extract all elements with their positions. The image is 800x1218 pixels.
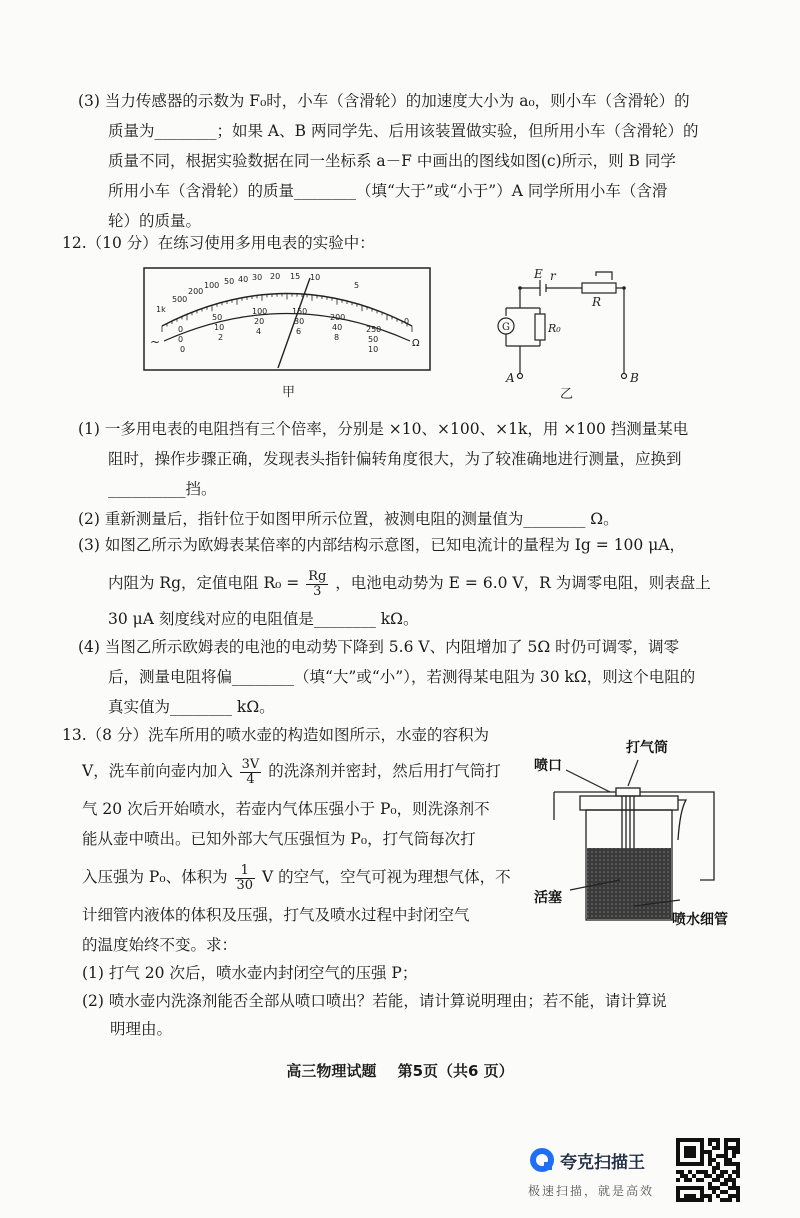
ohmmeter-circuit-figure (496, 266, 646, 406)
q13-line4: 能从壶中喷出。已知外部大气压强恒为 P₀，打气筒每次打 (82, 830, 476, 848)
scale-top-10: 10 (310, 273, 321, 282)
scale-mid2-20: 20 (254, 317, 265, 326)
page-footer (0, 1060, 800, 1081)
label-E: E (534, 267, 543, 281)
ac-tilde-symbol: ~ (150, 335, 161, 349)
q13-line1: 13.（8 分）洗车所用的喷水壶的构造如图所示，水壶的容积为 (62, 726, 489, 744)
scale-top-5: 5 (354, 281, 360, 290)
q12-4-line1: (4) 当图乙所示欧姆表的电池的电动势下降到 5.6 V、内阻增加了 5Ω 时仍可调零，调零 (78, 638, 680, 656)
kettle-svg (530, 730, 770, 930)
scale-top-50: 50 (224, 277, 235, 286)
q11-3-line1: (3) 当力传感器的示数为 F₀时，小车（含滑轮）的加速度大小为 a₀，则小车（含滑轮）的 (78, 92, 690, 110)
q12-3-line2-post: ，电池电动势为 E = 6.0 V，R 为调零电阻，则表盘上 (335, 574, 711, 592)
scale-top-15: 15 (290, 272, 301, 281)
pump-top-cap (616, 788, 640, 796)
q11-3-line3: 质量不同，根据实验数据在同一坐标系 a－F 中画出的图线如图(c)所示，则 B 同学 (108, 152, 676, 170)
scale-top-500: 500 (172, 295, 188, 304)
q13-line5-pre: 入压强为 P₀、体积为 (82, 868, 228, 886)
scale-top-1k: 1k (156, 305, 166, 314)
fraction-3v-over-4 (240, 758, 262, 787)
q12-3-line2-pre: 内阻为 Rg，定值电阻 R₀ = (108, 574, 300, 592)
scale-mid-0: 0 (178, 325, 184, 334)
terminal-B (622, 374, 627, 379)
footer-page-number: 第5页（共6 页） (397, 1062, 514, 1080)
label-r: r (550, 269, 556, 283)
q13-line6: 计细管内液体的体积及压强，打气及喷水过程中封闭空气 (82, 906, 470, 924)
scale-mid2-40: 40 (332, 323, 343, 332)
fraction-numerator: 3V (241, 756, 260, 772)
scale-mid2-0: 0 (178, 335, 184, 344)
scale-mid-100: 100 (252, 307, 268, 316)
q12-4-line3: 真实值为________ kΩ。 (108, 698, 275, 716)
q13-line7: 的温度始终不变。求： (82, 936, 238, 954)
fraction-numerator: Rg (308, 568, 327, 584)
label-R: R (592, 295, 602, 309)
fig-caption-jia: 甲 (282, 385, 296, 400)
q13-sub2-line2: 明理由。 (110, 1020, 173, 1038)
q12-3-line1: (3) 如图乙所示为欧姆表某倍率的内部结构示意图，已知电流计的量程为 Ig = 100 μA， (78, 536, 685, 554)
label-nozzle: 喷口 (534, 758, 562, 774)
scale-top-0: 0 (404, 317, 410, 326)
fraction-denominator: 4 (246, 771, 255, 787)
scale-top-200: 200 (188, 287, 204, 296)
scale-mid-150: 150 (292, 307, 308, 316)
fraction-denominator: 30 (236, 877, 254, 893)
quark-logo-icon (528, 1146, 556, 1174)
scale-mid2-10: 10 (214, 323, 225, 332)
brand-slogan: 极速扫描，就是高效 (528, 1184, 655, 1198)
scale-mid-250: 250 (366, 325, 382, 334)
label-B: B (630, 371, 639, 385)
kettle-lid (580, 796, 678, 810)
terminal-A (518, 374, 523, 379)
q13-line2 (82, 756, 501, 787)
scale-mid2-50: 50 (368, 335, 379, 344)
label-spray-tube: 喷水细管 (672, 912, 728, 928)
q12-1-line3: __________挡。 (108, 480, 217, 498)
scale-low-10: 10 (368, 345, 379, 354)
brand-name: 夸克扫描王 (560, 1153, 645, 1173)
q12-2: (2) 重新测量后，指针位于如图甲所示位置，被测电阻的测量值为________ Ω。 (78, 510, 619, 528)
scale-mid-200: 200 (330, 313, 346, 322)
q12-4-line2: 后，测量电阻将偏________（填“大”或“小”），若测得某电阻为 30 kΩ，则这个电阻的 (108, 668, 696, 686)
ohm-symbol: Ω (412, 338, 420, 349)
label-R0: R₀ (548, 322, 561, 335)
fig-caption-yi: 乙 (560, 387, 574, 402)
scale-top-40: 40 (238, 275, 249, 284)
q13-line2-pre: V，洗车前向壶内加入 (82, 762, 233, 780)
kettle-side-spout (678, 800, 686, 840)
label-pump: 打气筒 (626, 740, 668, 756)
rheostat-R (582, 283, 616, 293)
meter-dial-svg (142, 266, 432, 406)
q12-3-line2 (108, 568, 711, 599)
q12-1-line2: 阻时，操作步骤正确，发现表头指针偏转角度很大，为了较准确地进行测量，应换到 (108, 450, 682, 468)
scale-top-100: 100 (204, 281, 220, 290)
fraction-1-over-30 (235, 864, 256, 893)
scale-low-8: 8 (334, 333, 340, 342)
q12-title: 12.（10 分）在练习使用多用电表的实验中： (62, 234, 375, 252)
scale-top-20: 20 (270, 272, 281, 281)
label-G: G (502, 322, 510, 333)
footer-title: 高三物理试题 (286, 1062, 377, 1080)
fraction-denominator: 3 (313, 583, 322, 599)
fraction-rg-over-3 (306, 570, 328, 599)
q11-3-line5: 轮）的质量。 (108, 212, 202, 230)
scale-top-30: 30 (252, 273, 263, 282)
scale-low-4: 4 (256, 327, 262, 336)
scale-low-6: 6 (296, 327, 302, 336)
qr-code (676, 1138, 740, 1202)
q12-1-line1: (1) 一多用电表的电阻挡有三个倍率，分别是 ×10、×100、×1k，用 ×100 挡测量某电 (78, 420, 689, 438)
q13-sub2-line1: (2) 喷水壶内洗涤剂能否全部从喷口喷出？若能，请计算说明理由；若不能，请计算说 (82, 992, 667, 1010)
q13-line2-post: 的洗涤剂并密封，然后用打气筒打 (268, 762, 501, 780)
resistor-R0 (535, 314, 545, 340)
multimeter-dial-figure (142, 266, 432, 406)
label-A: A (506, 371, 515, 385)
scale-mid-50: 50 (212, 313, 223, 322)
label-piston: 活塞 (534, 890, 562, 906)
q11-3-line4: 所用小车（含滑轮）的质量________（填“大于”或“小于”）A 同学所用小车（含滑 (108, 182, 668, 200)
q11-3-line2: 质量为________；如果 A、B 两同学先、后用该装置做实验，但所用小车（含滑轮）的 (108, 122, 699, 140)
circuit-svg (496, 266, 646, 406)
qr-code-svg (676, 1138, 740, 1202)
q13-sub1: (1) 打气 20 次后，喷水壶内封闭空气的压强 P； (82, 964, 418, 982)
fraction-numerator: 1 (235, 864, 256, 879)
q13-line3: 气 20 次后开始喷水，若壶内气体压强小于 P₀，则洗涤剂不 (82, 800, 490, 818)
q13-line5 (82, 862, 511, 893)
spray-kettle-figure (530, 730, 770, 930)
scale-low-0: 0 (180, 345, 186, 354)
q13-line5-post: V 的空气，空气可视为理想气体，不 (262, 868, 511, 886)
scale-low-2: 2 (218, 333, 224, 342)
scale-mid2-30: 30 (294, 317, 305, 326)
q12-3-line3: 30 μA 刻度线对应的电阻值是________ kΩ。 (108, 610, 419, 628)
